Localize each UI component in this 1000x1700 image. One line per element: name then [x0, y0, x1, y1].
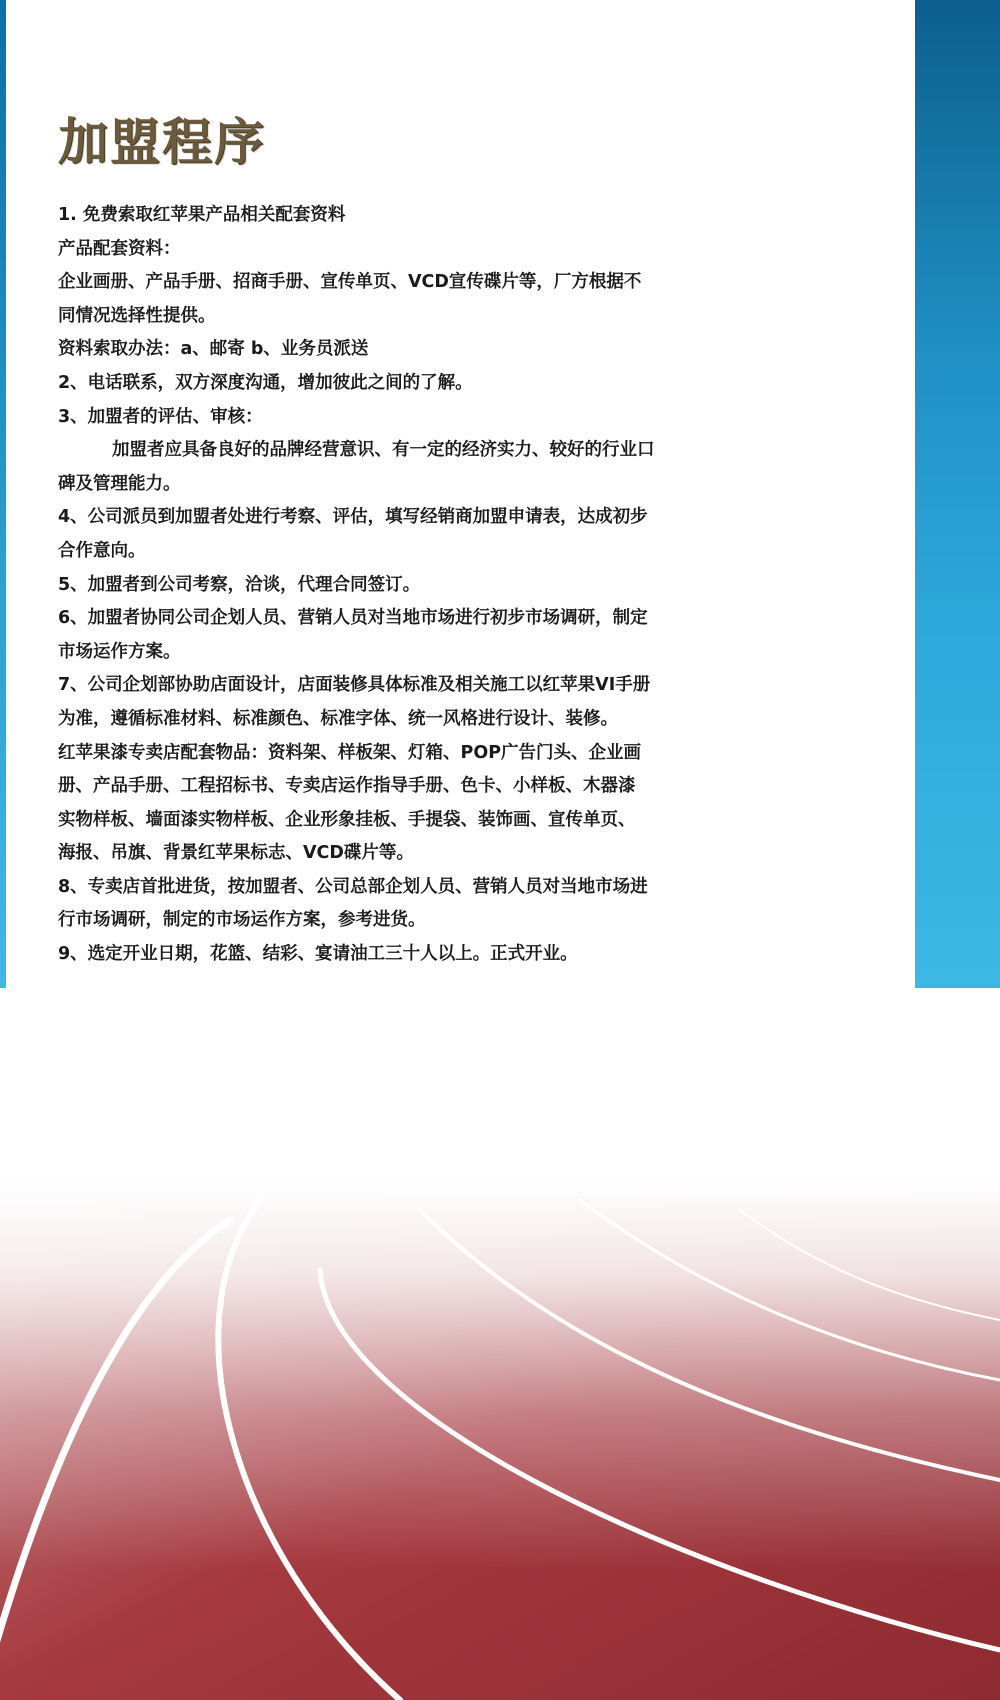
text-line: 3、加盟者的评估、审核： [58, 406, 263, 427]
text-line: 市场运作方案。 [58, 641, 181, 662]
text-line: 为准，遵循标准材料、标准颜色、标准字体、统一风格进行设计、装修。 [58, 708, 618, 729]
text-line: 9、选定开业日期，花篮、结彩、宴请油工三十人以上。正式开业。 [58, 944, 578, 965]
text-line: 企业画册、产品手册、招商手册、宣传单页、VCD宣传碟片等，厂方根据不 [58, 272, 642, 293]
text-line: 同情况选择性提供。 [58, 305, 216, 326]
text-line: 产品配套资料： [58, 238, 181, 259]
text-line: 6、加盟者协同公司企划人员、营销人员对当地市场进行初步市场调研，制定 [58, 608, 648, 629]
right-blue-panel [915, 0, 1000, 988]
text-line: 8、专卖店首批进货，按加盟者、公司总部企划人员、营销人员对当地市场进 [58, 876, 648, 897]
left-accent-strip [0, 0, 6, 988]
text-line: 实物样板、墙面漆实物样板、企业形象挂板、手提袋、装饰画、宣传单页、 [58, 809, 636, 830]
text-line: 合作意向。 [58, 540, 146, 561]
procedure-text [58, 199, 858, 972]
text-line: 1. 免费索取红苹果产品相关配套资料 [58, 205, 346, 225]
text-line: 加盟者应具备良好的品牌经营意识、有一定的经济实力、较好的行业口 [112, 440, 655, 461]
text-line: 行市场调研，制定的市场运作方案，参考进货。 [58, 910, 426, 931]
text-line: 4、公司派员到加盟者处进行考察、评估，填写经销商加盟申请表，达成初步 [58, 507, 648, 528]
text-line: 碑及管理能力。 [58, 473, 181, 494]
text-line: 7、公司企划部协助店面设计，店面装修具体标准及相关施工以红苹果VI手册 [58, 675, 651, 696]
running-track-image [0, 1180, 1000, 1700]
text-line: 2、电话联系，双方深度沟通，增加彼此之间的了解。 [58, 372, 473, 393]
text-line: 册、产品手册、工程招标书、专卖店运作指导手册、色卡、小样板、木器漆 [58, 776, 636, 797]
page-title: 加盟程序 [58, 113, 266, 171]
text-line: 5、加盟者到公司考察，洽谈，代理合同签订。 [58, 574, 421, 595]
text-line: 海报、吊旗、背景红苹果标志、VCD碟片等。 [58, 843, 414, 864]
running-track-graphic [0, 1180, 1000, 1700]
text-line: 红苹果漆专卖店配套物品：资料架、样板架、灯箱、POP广告门头、企业画 [58, 742, 642, 763]
text-line: 资料索取办法：a、邮寄 b、业务员派送 [58, 339, 369, 360]
content-area [58, 0, 858, 988]
